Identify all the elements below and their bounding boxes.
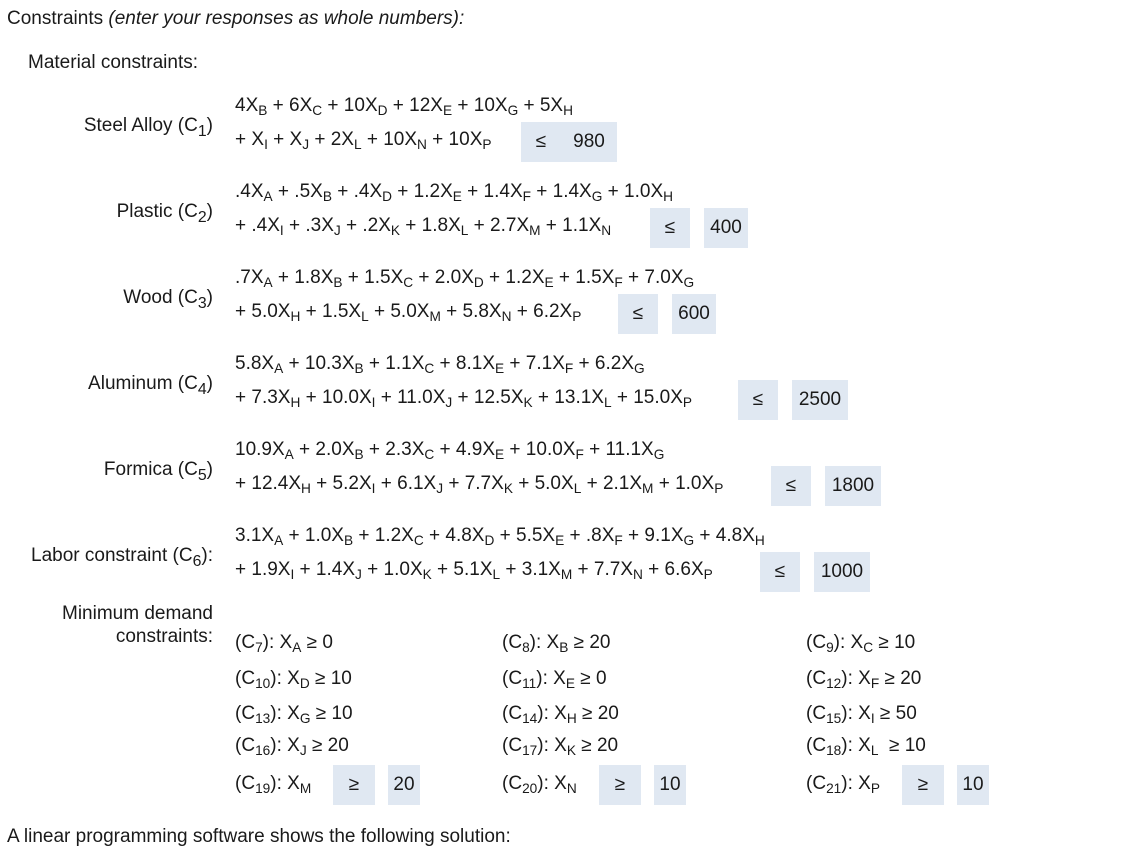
min-demand-item: $(C_7)$: $X_A \ge 0$ <box>235 632 333 655</box>
constraint-expression-line2: + $1.9X_I + 1.4X_J + 1.0X_K + 5.1X_L + 3.1X_M + 7.7X_N + 6.6X_P$ <box>235 559 713 582</box>
min-demand-item: $(C_{16})$: $X_J \ge 20$ <box>235 735 349 758</box>
min-demand-item: $(C_{15})$: $X_I \ge 50$ <box>806 703 917 726</box>
rhs-value-input[interactable]: 400 <box>704 208 748 248</box>
min-demand-item: $(C_8)$: $X_B \ge 20$ <box>502 632 611 655</box>
constraint-label: Formica $(C_5)$ <box>103 459 213 484</box>
min-demand-item: $(C_{19})$: $X_M$ <box>235 773 312 796</box>
min-demand-value-input[interactable]: 20 <box>388 765 420 805</box>
constraint-expression-line2: + $5.0X_H + 1.5X_L + 5.0X_M + 5.8X_N + 6.2X_P$ <box>235 301 582 324</box>
min-demand-item: $(C_{17})$: $X_K \ge 20$ <box>502 735 619 758</box>
inequality-select[interactable]: ≤ <box>618 294 658 334</box>
min-demand-item: $(C_{14})$: $X_H \ge 20$ <box>502 703 619 726</box>
rhs-value-input[interactable]: 980 <box>561 122 617 162</box>
inequality-select[interactable]: ≤ <box>650 208 690 248</box>
constraint-expression-line1: $5.8X_A + 10.3X_B + 1.1X_C + 8.1X_E + 7.1X_F + 6.2X_G$ <box>235 353 645 376</box>
min-demand-item: $(C_9)$: $X_C \ge 10$ <box>806 632 916 655</box>
page-title <box>7 8 464 30</box>
title-text: Constraints <box>7 8 109 29</box>
min-demand-item: $(C_{21})$: $X_P$ <box>806 773 880 796</box>
constraint-label: Wood $(C_3)$ <box>123 287 213 312</box>
min-demand-item: $(C_{10})$: $X_D \ge 10$ <box>235 668 352 691</box>
constraint-label: Aluminum $(C_4)$ <box>88 373 213 398</box>
constraint-expression-line1: $3.1X_A + 1.0X_B + 1.2X_C + 4.8X_D + 5.5X_E + .8X_F + 9.1X_G + 4.8X_H$ <box>235 525 765 548</box>
constraint-expression-line1: $4X_B + 6X_C + 10X_D + 12X_E + 10X_G + 5X_H$ <box>235 95 573 118</box>
min-demand-value-input[interactable]: 10 <box>957 765 989 805</box>
min-demand-heading-line2: constraints: <box>115 626 213 647</box>
constraint-label: Plastic $(C_2)$ <box>116 201 213 226</box>
constraint-expression-line1: $.7X_A + 1.8X_B + 1.5X_C + 2.0X_D + 1.2X_E + 1.5X_F + 7.0X_G$ <box>235 267 695 290</box>
title-note: (enter your responses as whole numbers): <box>108 8 465 29</box>
min-demand-heading-line1: Minimum demand <box>62 603 213 624</box>
inequality-select[interactable]: ≤ <box>738 380 778 420</box>
inequality-select[interactable]: ≥ <box>333 765 375 805</box>
min-demand-item: $(C_{20})$: $X_N$ <box>502 773 577 796</box>
constraint-label: Steel Alloy $(C_1)$ <box>83 115 213 140</box>
constraint-expression-line2: + $X_I + X_J + 2X_L + 10X_N + 10X_P$ <box>235 129 492 152</box>
min-demand-item: $(C_{11})$: $X_E \ge 0$ <box>502 668 607 691</box>
constraint-expression-line1: $.4X_A + .5X_B + .4X_D + 1.2X_E + 1.4X_F + 1.4X_G + 1.0X_H$ <box>235 181 673 204</box>
constraint-expression-line2: + $7.3X_H + 10.0X_I + 11.0X_J + 12.5X_K + 13.1X_L + 15.0X_P$ <box>235 387 693 410</box>
inequality-select[interactable]: ≤ <box>521 122 561 162</box>
material-heading: Material constraints: <box>28 52 199 73</box>
min-demand-heading <box>62 602 213 648</box>
rhs-value-input[interactable]: 2500 <box>792 380 848 420</box>
min-demand-item: $(C_{12})$: $X_F \ge 20$ <box>806 668 922 691</box>
constraint-expression-line2: + $.4X_I + .3X_J + .2X_K + 1.8X_L + 2.7X_M + 1.1X_N$ <box>235 215 612 238</box>
inequality-select[interactable]: ≤ <box>771 466 811 506</box>
min-demand-value-input[interactable]: 10 <box>654 765 686 805</box>
rhs-value-input[interactable]: 1000 <box>814 552 870 592</box>
min-demand-item: $(C_{13})$: $X_G \ge 10$ <box>235 703 353 726</box>
constraint-label: Labor constraint $(C_6)$: <box>31 545 213 570</box>
min-demand-item: $(C_{18})$: $X_L \ge 10$ <box>806 735 926 758</box>
footer-text: A linear programming software shows the following solution: <box>7 826 511 847</box>
rhs-value-input[interactable]: 600 <box>672 294 716 334</box>
rhs-value-input[interactable]: 1800 <box>825 466 881 506</box>
inequality-select[interactable]: ≥ <box>599 765 641 805</box>
inequality-select[interactable]: ≤ <box>760 552 800 592</box>
constraint-expression-line1: $10.9X_A + 2.0X_B + 2.3X_C + 4.9X_E + 10.0X_F + 11.1X_G$ <box>235 439 665 462</box>
inequality-select[interactable]: ≥ <box>902 765 944 805</box>
constraint-expression-line2: + $12.4X_H + 5.2X_I + 6.1X_J + 7.7X_K + 5.0X_L + 2.1X_M + 1.0X_P$ <box>235 473 724 496</box>
